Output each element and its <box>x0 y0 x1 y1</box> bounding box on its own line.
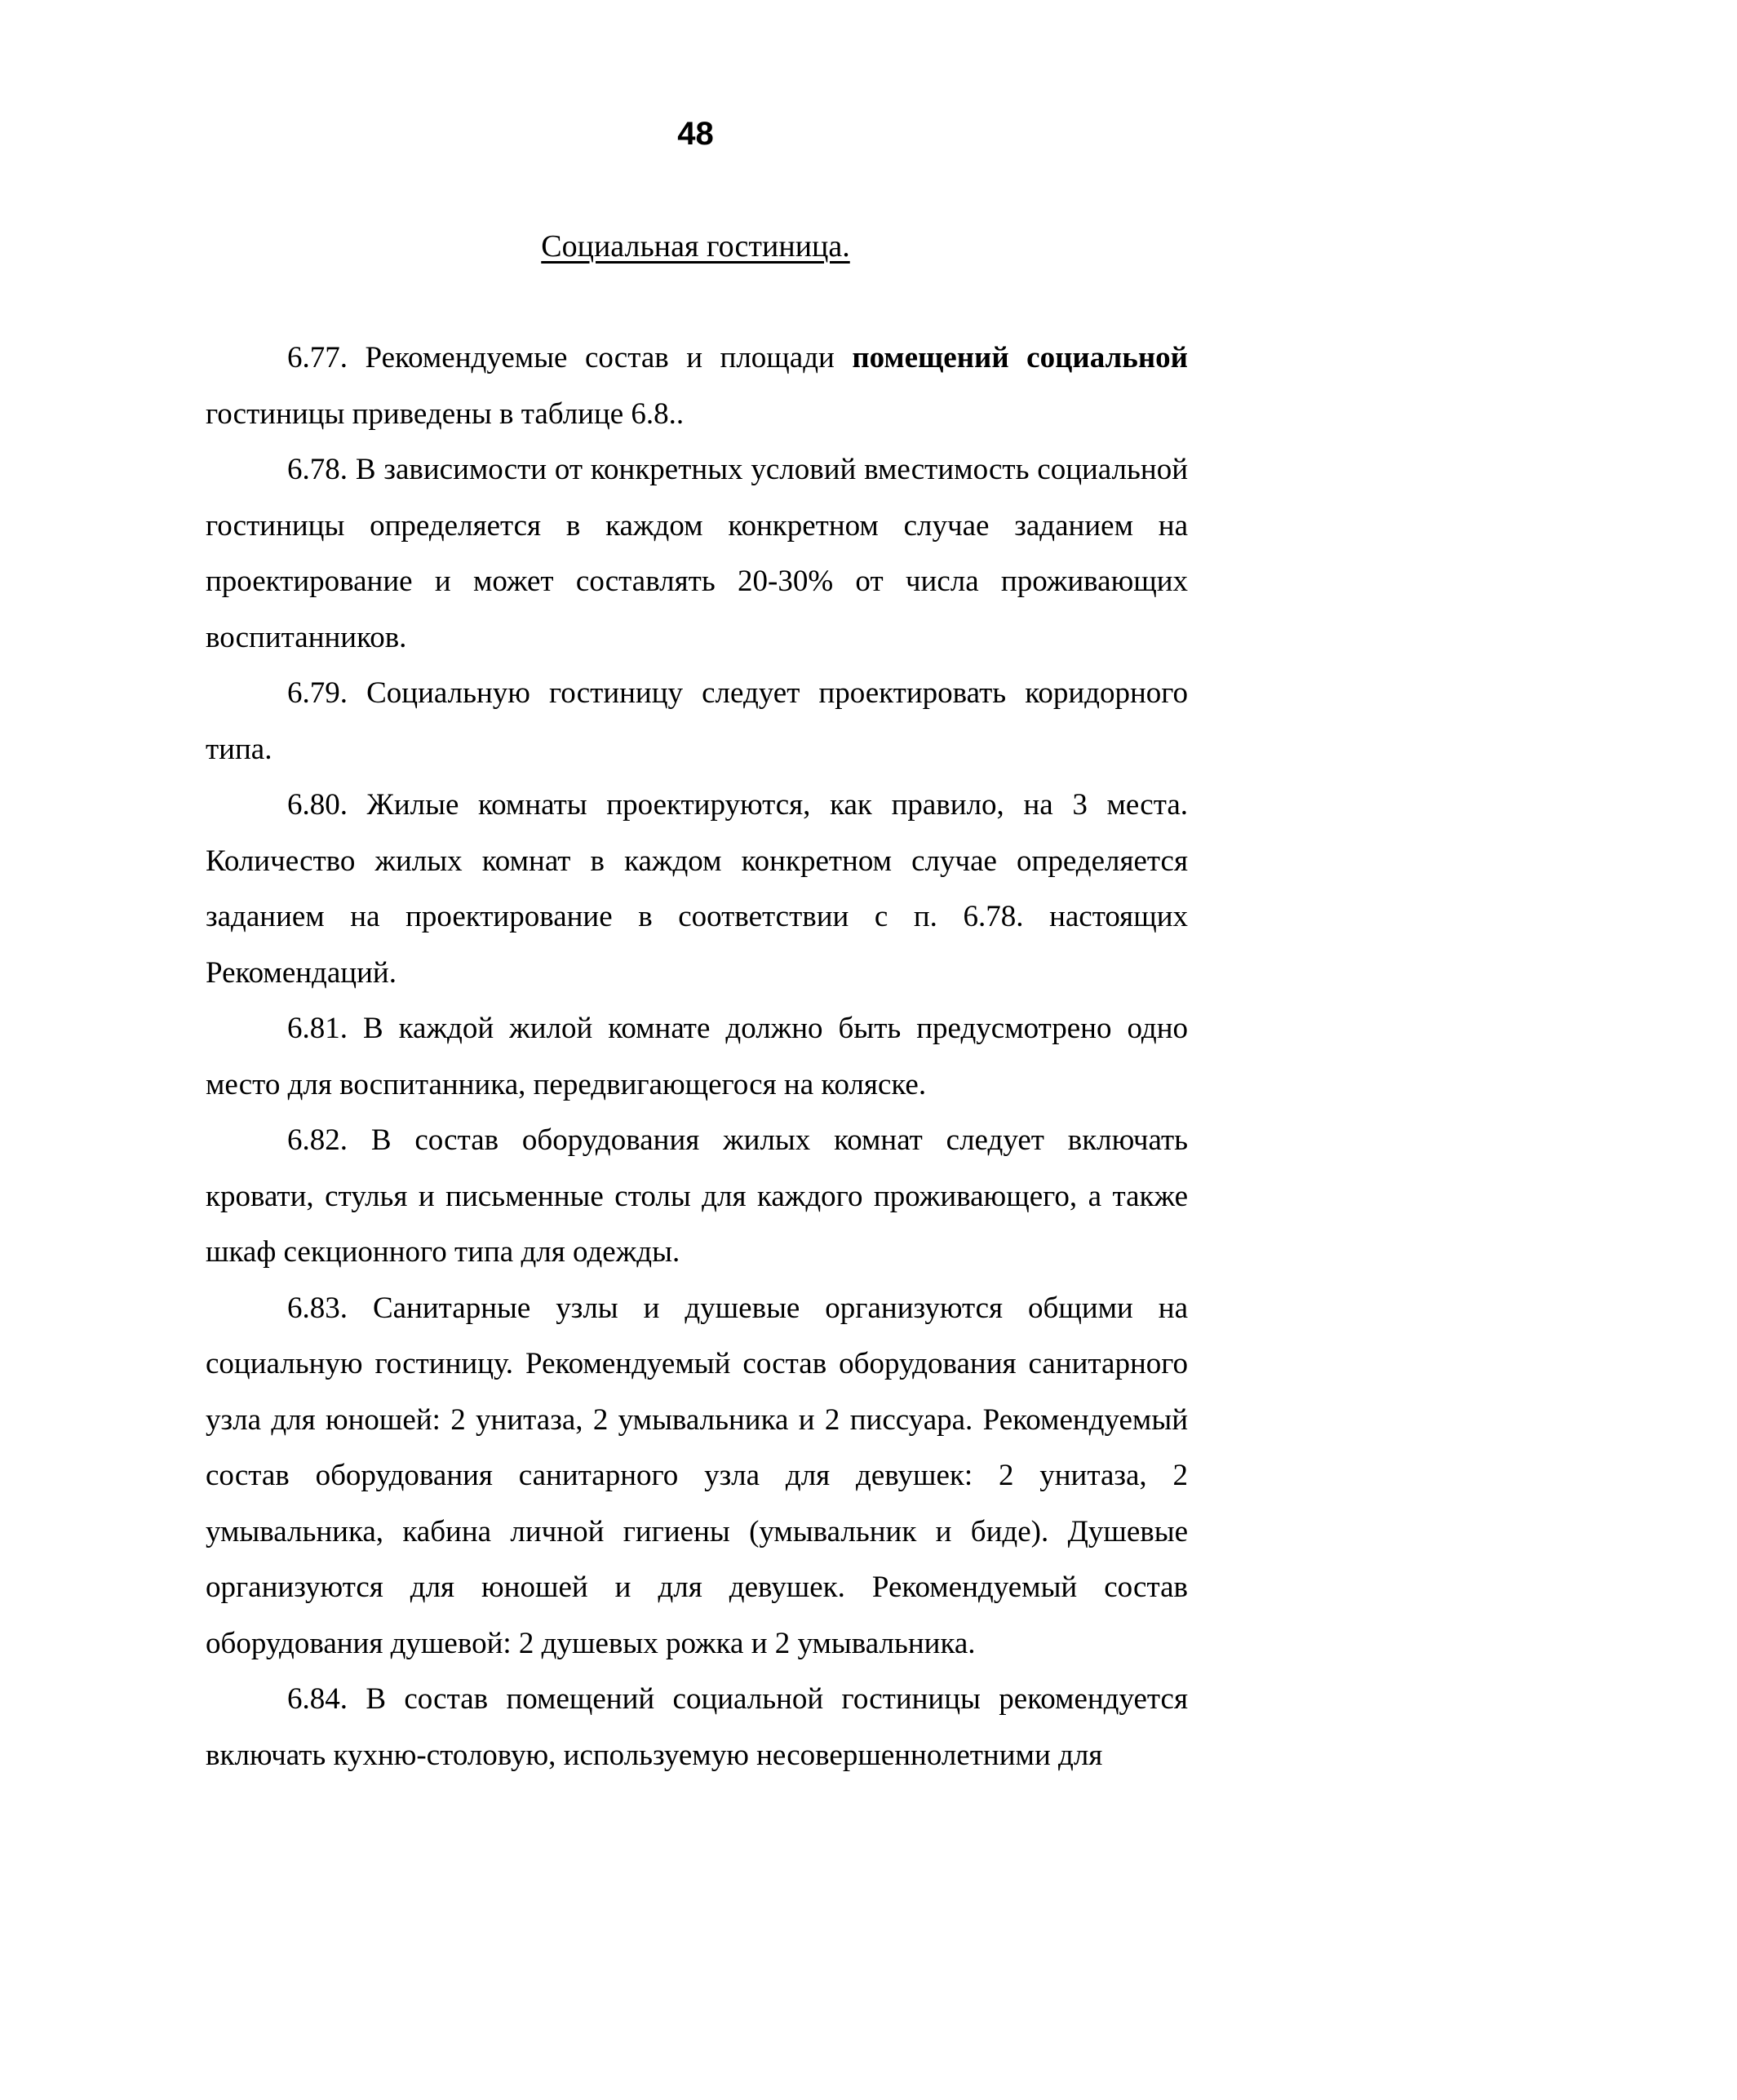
paragraph-text: гостиницы приведены в таблице 6.8.. <box>206 397 685 431</box>
paragraph-text-bold: помещений социальной <box>852 341 1188 374</box>
paragraph-number: 6.81. <box>287 1012 348 1045</box>
paragraph-text: В каждой жилой комнате должно быть предусмотрено одно место для воспитанника, передвигающегося на коляске. <box>206 1012 1189 1101</box>
paragraph-6-84 <box>206 1672 1188 1783</box>
paragraph-6-82 <box>206 1113 1188 1281</box>
paragraph-text: Рекомендуемые состав и площади <box>365 341 853 374</box>
paragraph-text: Жилые комнаты проектируются, как правило, на 3 места. Количество жилых комнат в каждом конкретном случае определяется заданием на проектирование в соответствии с п. 6.78. настоящих Рекомендаций. <box>206 788 1188 990</box>
paragraph-text: Санитарные узлы и душевые организуются общими на социальную гостиницу. Рекомендуемый состав оборудования санитарного узла для юношей: 2 унитаза, 2 умывальника и 2 писсуара. Рекомендуемый состав оборудования санитарного узла для девушек: 2 унитаза, 2 умывальника, кабина личной гигиены (умывальник и биде). Душевые организуются для юношей и для девушек. Рекомендуемый состав оборудования душевой: 2 душевых рожка и 2 умывальника. <box>206 1291 1188 1660</box>
page-number: 48 <box>677 116 714 152</box>
paragraph-number: 6.77. <box>287 341 348 374</box>
paragraph-text: В состав помещений социальной гостиницы рекомендуется включать кухню-столовую, используемую несовершеннолетними для <box>206 1682 1188 1772</box>
paragraph-6-79 <box>206 666 1188 778</box>
paragraph-number: 6.80. <box>287 788 348 822</box>
paragraph-text: В зависимости от конкретных условий вместимость социальной гостиницы определяется в каждом конкретном случае заданием на проектирование и может составлять 20-30% от числа проживающих воспитанников. <box>206 453 1188 654</box>
paragraph-6-81 <box>206 1001 1188 1113</box>
section-title: Социальная гостиница. <box>541 229 850 264</box>
paragraph-text: В состав оборудования жилых комнат следует включать кровати, стулья и письменные столы для каждого проживающего, а также шкаф секционного типа для одежды. <box>206 1123 1188 1269</box>
paragraph-6-83 <box>206 1281 1188 1672</box>
paragraph-number: 6.78. <box>287 453 348 486</box>
paragraph-number: 6.83. <box>287 1291 348 1325</box>
paragraph-6-80 <box>206 778 1188 1001</box>
paragraph-6-77 <box>206 330 1188 442</box>
paragraph-6-78 <box>206 442 1188 666</box>
paragraph-number: 6.82. <box>287 1123 348 1157</box>
paragraph-number: 6.79. <box>287 676 348 710</box>
paragraph-text: Социальную гостиницу следует проектировать коридорного типа. <box>206 676 1189 766</box>
paragraph-number: 6.84. <box>287 1682 348 1716</box>
body-text <box>206 330 1188 1783</box>
